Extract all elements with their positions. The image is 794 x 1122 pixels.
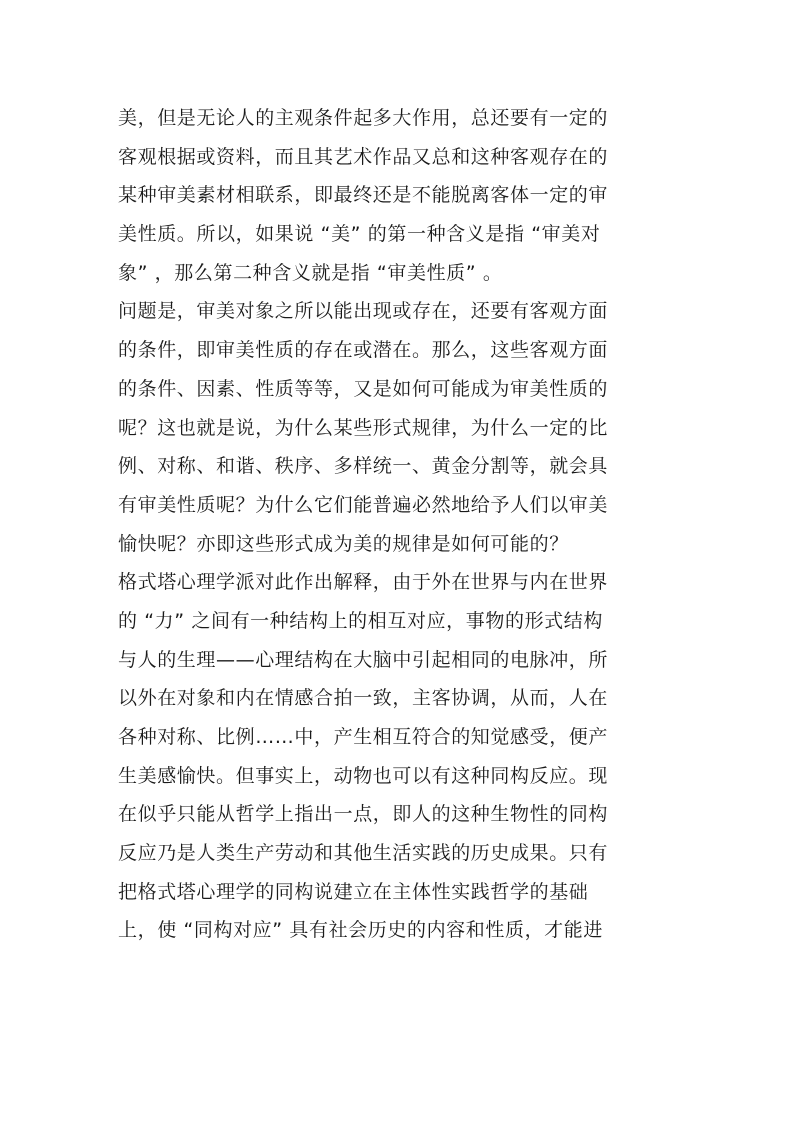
text-line-6: 问题是，审美对象之所以能出现或存在，还要有客观方面 (118, 300, 609, 323)
text-line-13: 格式塔心理学派对此作出解释，由于外在世界与内在世界 (118, 571, 609, 594)
text-line-15: 与人的生理——心理结构在大脑中引起相同的电脉冲，所 (118, 648, 609, 671)
text-line-8: 的条件、因素、性质等等，又是如何可能成为审美性质的 (118, 377, 609, 400)
text-line-10: 例、对称、和谐、秩序、多样统一、黄金分割等，就会具 (118, 455, 609, 478)
text-line-2: 客观根据或资料，而且其艺术作品又总和这种客观存在的 (118, 145, 609, 168)
text-line-3: 某种审美素材相联系，即最终还是不能脱离客体一定的审 (118, 184, 609, 207)
text-line-16: 以外在对象和内在情感合拍一致，主客协调，从而，人在 (118, 687, 609, 710)
body-text (118, 99, 698, 950)
text-line-5: 象” ，那么第二种含义就是指 “审美性质” 。 (118, 261, 503, 284)
text-line-19: 在似乎只能从哲学上指出一点，即人的这种生物性的同构 (118, 803, 609, 826)
text-line-14: 的 “力” 之间有一种结构上的相互对应，事物的形式结构 (118, 609, 603, 632)
text-line-21: 把格式塔心理学的同构说建立在主体性实践哲学的基础 (118, 880, 589, 903)
text-line-12: 愉快呢？亦即这些形式成为美的规律是如何可能的？ (118, 532, 569, 555)
text-line-22: 上，使 “同构对应” 具有社会历史的内容和性质，才能进 (118, 919, 603, 942)
text-line-9: 呢？这也就是说，为什么某些形式规律，为什么一定的比 (118, 416, 609, 439)
text-line-7: 的条件，即审美性质的存在或潜在。那么，这些客观方面 (118, 339, 609, 362)
text-line-4: 美性质。所以，如果说 “美” 的第一种含义是指 “审美对 (118, 223, 601, 246)
text-line-18: 生美感愉快。但事实上，动物也可以有这种同构反应。现 (118, 764, 609, 787)
text-line-20: 反应乃是人类生产劳动和其他生活实践的历史成果。只有 (118, 842, 609, 865)
text-line-17: 各种对称、比例……中，产生相互符合的知觉感受，便产 (118, 726, 609, 748)
text-line-11: 有审美性质呢？为什么它们能普遍必然地给予人们以审美 (118, 493, 609, 516)
text-line-1: 美，但是无论人的主观条件起多大作用，总还要有一定的 (118, 107, 609, 129)
